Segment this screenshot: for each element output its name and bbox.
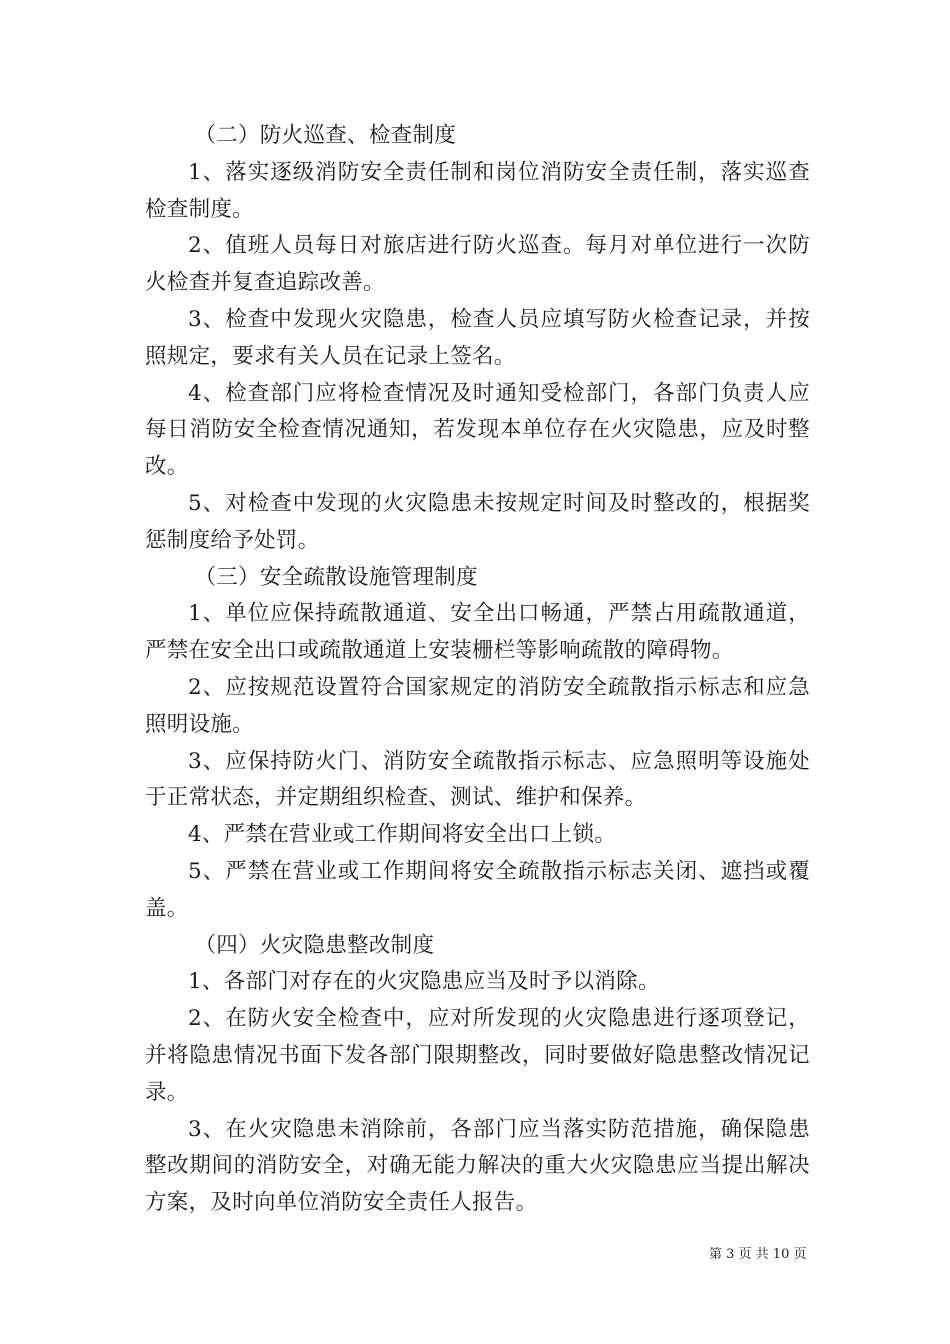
document-body: [145, 118, 810, 1222]
section-heading-hazard-rectification: （四）火灾隐患整改制度: [194, 932, 435, 958]
page-number-footer: 第 3 页 共 10 页: [709, 1247, 807, 1262]
section-heading-fire-inspection: （二）防火巡查、检查制度: [194, 123, 457, 148]
paragraph: 1、单位应保持疏散通道、安全出口畅通，严禁占用疏散通道，严禁在安全出口或疏散通道上安装栅栏等影响疏散的障碍物。: [145, 601, 810, 664]
paragraph: 1、各部门对存在的火灾隐患应当及时予以消除。: [188, 969, 660, 995]
paragraph: 2、应按规范设置符合国家规定的消防安全疏散指示标志和应急照明设施。: [145, 674, 810, 737]
section-heading-evacuation: （三）安全疏散设施管理制度: [194, 564, 478, 590]
paragraph: 5、对检查中发现的火灾隐患未按规定时间及时整改的，根据奖惩制度给予处罚。: [145, 490, 810, 553]
paragraph: 2、值班人员每日对旅店进行防火巡查。每月对单位进行一次防火检查并复查追踪改善。: [145, 233, 810, 296]
paragraph: 3、检查中发现火灾隐患，检查人员应填写防火检查记录，并按照规定，要求有关人员在记录上签名。: [145, 306, 810, 369]
paragraph: 4、检查部门应将检查情况及时通知受检部门，各部门负责人应每日消防安全检查情况通知，若发现本单位存在火灾隐患，应及时整改。: [145, 380, 810, 480]
paragraph: 3、应保持防火门、消防安全疏散指示标志、应急照明等设施处于正常状态，并定期组织检查、测试、维护和保养。: [145, 748, 810, 811]
paragraph: 3、在火灾隐患未消除前，各部门应当落实防范措施，确保隐患整改期间的消防安全，对确无能力解决的重大火灾隐患应当提出解决方案，及时向单位消防安全责任人报告。: [145, 1116, 810, 1216]
paragraph: 2、在防火安全检查中，应对所发现的火灾隐患进行逐项登记，并将隐患情况书面下发各部门限期整改，同时要做好隐患整改情况记录。: [145, 1006, 810, 1105]
paragraph: 1、落实逐级消防安全责任制和岗位消防安全责任制，落实巡查检查制度。: [145, 159, 810, 222]
paragraph: 5、严禁在营业或工作期间将安全疏散指示标志关闭、遮挡或覆盖。: [145, 858, 810, 921]
paragraph: 4、严禁在营业或工作期间将安全出口上锁。: [188, 822, 617, 848]
